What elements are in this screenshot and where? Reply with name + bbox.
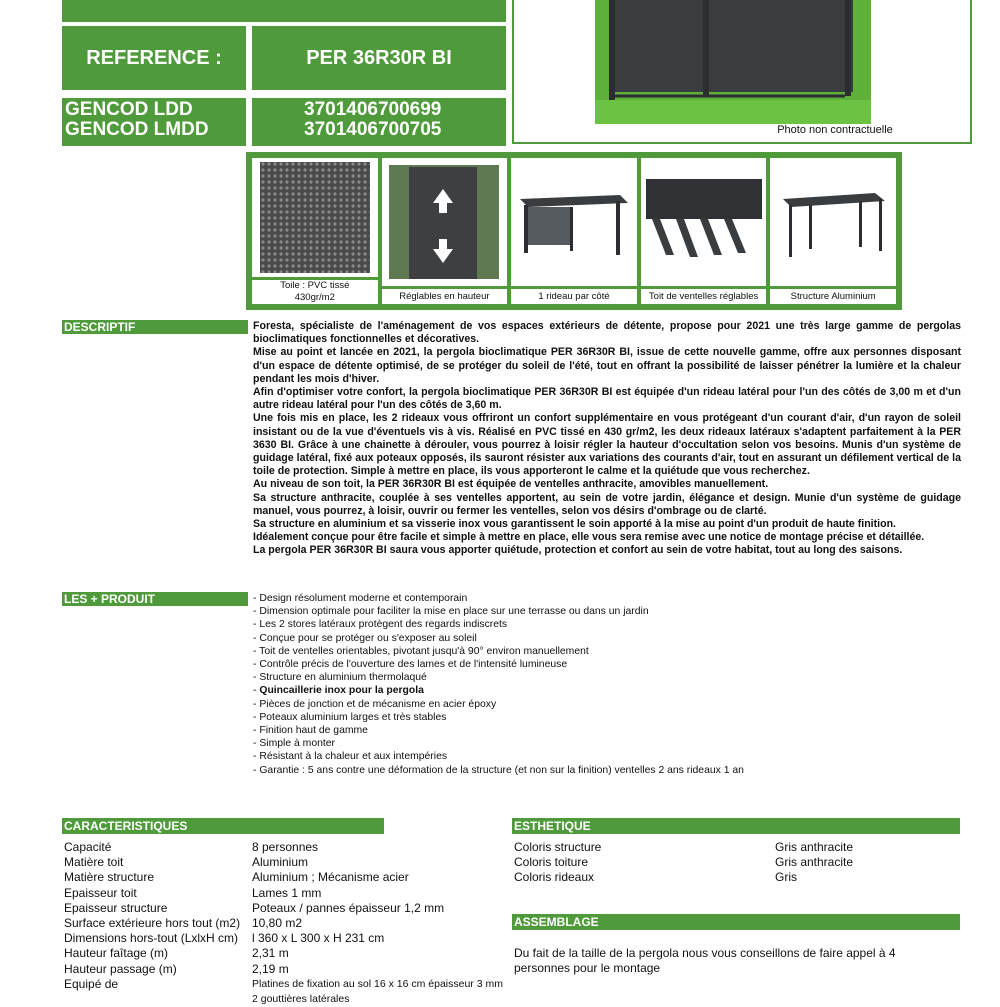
plus-produit-header: LES + PRODUIT [62,592,248,606]
table-row: Capacité 8 personnes [64,840,319,854]
list-item: - Pièces de jonction et de mécanisme en acier époxy [253,698,497,710]
descriptif-text [253,320,961,558]
descriptif-paragraph: Mise au point et lancée en 2021, la pergola bioclimatique PER 36R30R BI, issue de cette nouvelle gamme, offre aux personnes disposant d'un espace de détente optimisé, de se protéger du soleil de l'été, tout en offrant la possibilité de laisser pénétrer la lumière et la chaleur pendant les mois d'hiver. [253,346,961,385]
descriptif-paragraph: Sa structure en aluminium et sa visserie inox vous garantissent le soin apporté à la mise au point d'un produit de haute finition. [253,518,896,531]
photo-caption: Photo non contractuelle [777,124,893,136]
esthetique-table [514,840,954,886]
plus-produit-list [253,592,953,777]
list-item: - Résistant à la chaleur et aux intempéries [253,751,448,763]
thumb-caption: Structure Aluminium [770,286,896,304]
thumb-caption: Toile : PVC tissé 430gr/m2 [252,277,378,304]
thumb-louvers [641,158,767,304]
list-item: - Les 2 stores latéraux protègent des regards indiscrets [253,619,508,631]
reference-label: REFERENCE : [62,26,246,90]
thumb-structure [770,158,896,304]
thumb-height-adjust [382,158,508,304]
descriptif-paragraph: Afin d'optimiser votre confort, la pergola bioclimatique PER 36R30R BI est équipée d'un rideau latéral pour l'un des côtés de 3,00 m et d'un autre rideau latéral pour l'un des côtés de 3,60 m. [253,386,961,412]
gencod-ldd-value: 3701406700699 [304,99,442,120]
feature-thumbnails [246,152,902,310]
gencod-values [252,98,506,146]
reference-value: PER 36R30R BI [252,26,506,90]
list-item: - Toit de ventelles orientables, pivotant jusqu'à 90° environ manuellement [253,645,589,657]
list-item: - Poteaux aluminium larges et très stables [253,711,447,723]
list-item: - Design résolument moderne et contemporain [253,593,468,604]
table-row: Epaisseur structure Poteaux / pannes épaisseur 1,2 mm [64,900,445,915]
table-row: Matière toit Aluminium [64,855,309,870]
bold-list-item: Quincaillerie inox pour la pergola [259,685,424,697]
table-row: Dimensions hors-tout (LxlxH cm) l 360 x L 300 x H 231 cm [64,931,385,946]
structure-image [774,162,892,282]
table-row: Epaisseur toit Lames 1 mm [64,885,322,900]
list-item: - Quincaillerie inox pour la pergola [253,685,424,697]
caracteristiques-table [64,840,504,1007]
descriptif-paragraph: La pergola PER 36R30R BI saura vous apporter quiétude, protection et confort au sein de votre habitat, tout au long des saisons. [253,544,903,557]
curtain-image [515,162,633,282]
esthetique-header: ESTHETIQUE [512,818,960,834]
list-item: - Dimension optimale pour faciliter la mise en place sur une terrasse ou dans un jardin [253,606,649,618]
table-row: Coloris toiture Gris anthracite [514,855,854,870]
gencod-labels [62,98,246,146]
header-top-bar [62,0,506,22]
descriptif-paragraph: Foresta, spécialiste de l'aménagement de vos espaces extérieurs de détente, propose pour 2021 une très large gamme de pergolas bioclimatiques fonctionnelles et décoratives. [253,320,961,346]
assemblage-text: Du fait de la taille de la pergola nous vous conseillons de faire appel à 4 personnes pour le montage [514,946,896,976]
descriptif-paragraph: Idéalement conçue pour être facile et simple à mettre en place, elle vous sera remise avec une notice de montage précise et détaillée. [253,531,925,544]
table-row: Coloris rideaux Gris [514,870,797,885]
height-adjust-image [386,162,504,282]
caracteristiques-header: CARACTERISTIQUES [62,818,384,834]
product-photo [595,0,871,124]
list-item: - Contrôle précis de l'ouverture des lames et de l'intensité lumineuse [253,659,568,671]
list-item: - Finition haut de gamme [253,725,368,737]
table-row: Surface extérieure hors tout (m2) 10,80 m2 [64,916,303,931]
thumb-caption: 1 rideau par côté [511,286,637,304]
descriptif-paragraph: Au niveau de son toit, la PER 36R30R BI est équipée de ventelles anthracite, amovibles manuellement. [253,478,769,491]
descriptif-paragraph: Sa structure anthracite, couplée à ses ventelles apportent, au sein de votre jardin, élégance et design. Munie d'un système de guidage manuel, vous pourrez, à loisir, ouvrir ou fermer les ventelles, selon vos désirs d'ombrage ou de clarté. [253,491,961,517]
table-row: Coloris structure Gris anthracite [514,840,854,854]
fabric-texture-image [256,162,374,273]
list-item: - Structure en aluminium thermolaqué [253,672,427,684]
assemblage-header: ASSEMBLAGE [512,914,960,930]
table-row: 2 gouttières latérales [252,993,350,1006]
gencod-ldd-label: GENCOD LDD [65,99,193,120]
louvers-image [645,162,763,282]
thumb-fabric [252,158,378,304]
table-row: Hauteur faîtage (m) 2,31 m [64,946,289,961]
table-row: Equipé de Platines de fixation au sol 16 x 16 cm épaisseur 3 mm [64,976,503,991]
list-item: - Simple à monter [253,738,335,750]
table-row: Hauteur passage (m) 2,19 m [64,961,289,976]
list-item: - Garantie : 5 ans contre une déformation de la structure (et non sur la finition) ventelles 2 ans rideaux 1 an [253,764,744,776]
descriptif-header: DESCRIPTIF [62,320,248,334]
descriptif-paragraph: Une fois mis en place, les 2 rideaux vous offriront un confort supplémentaire en vous protégeant d'un courant d'air, d'un rayon de soleil insistant ou de la vue d'éventuels vis à vis. Réalisé en PVC tissé en 430 gr/m2, les deux rideaux latéraux s'adaptent parfaitement à la PER 3630 BI. Grâce à une chainette à dérouler, vous pourrez à loisir régler la hauteur d'occultation selon vos besoins. Munis d'un système de guidage latéral, fixé aux poteaux opposés, ils sauront résister aux variations des courants d'air, tout en assurant un défilement vertical de la toile de protection. Simple à mettre en place, ils vous apporteront le calme et la quiétude que vous recherchez. [253,412,961,478]
thumb-curtain [511,158,637,304]
thumb-caption: Réglables en hauteur [382,286,508,304]
gencod-lmdd-label: GENCOD LMDD [65,119,209,140]
gencod-lmdd-value: 3701406700705 [304,119,442,140]
list-item: - Conçue pour se protéger ou s'exposer au soleil [253,632,477,644]
thumb-caption: Toit de ventelles réglables [641,286,767,304]
table-row: Matière structure Aluminium ; Mécanisme acier [64,870,409,885]
